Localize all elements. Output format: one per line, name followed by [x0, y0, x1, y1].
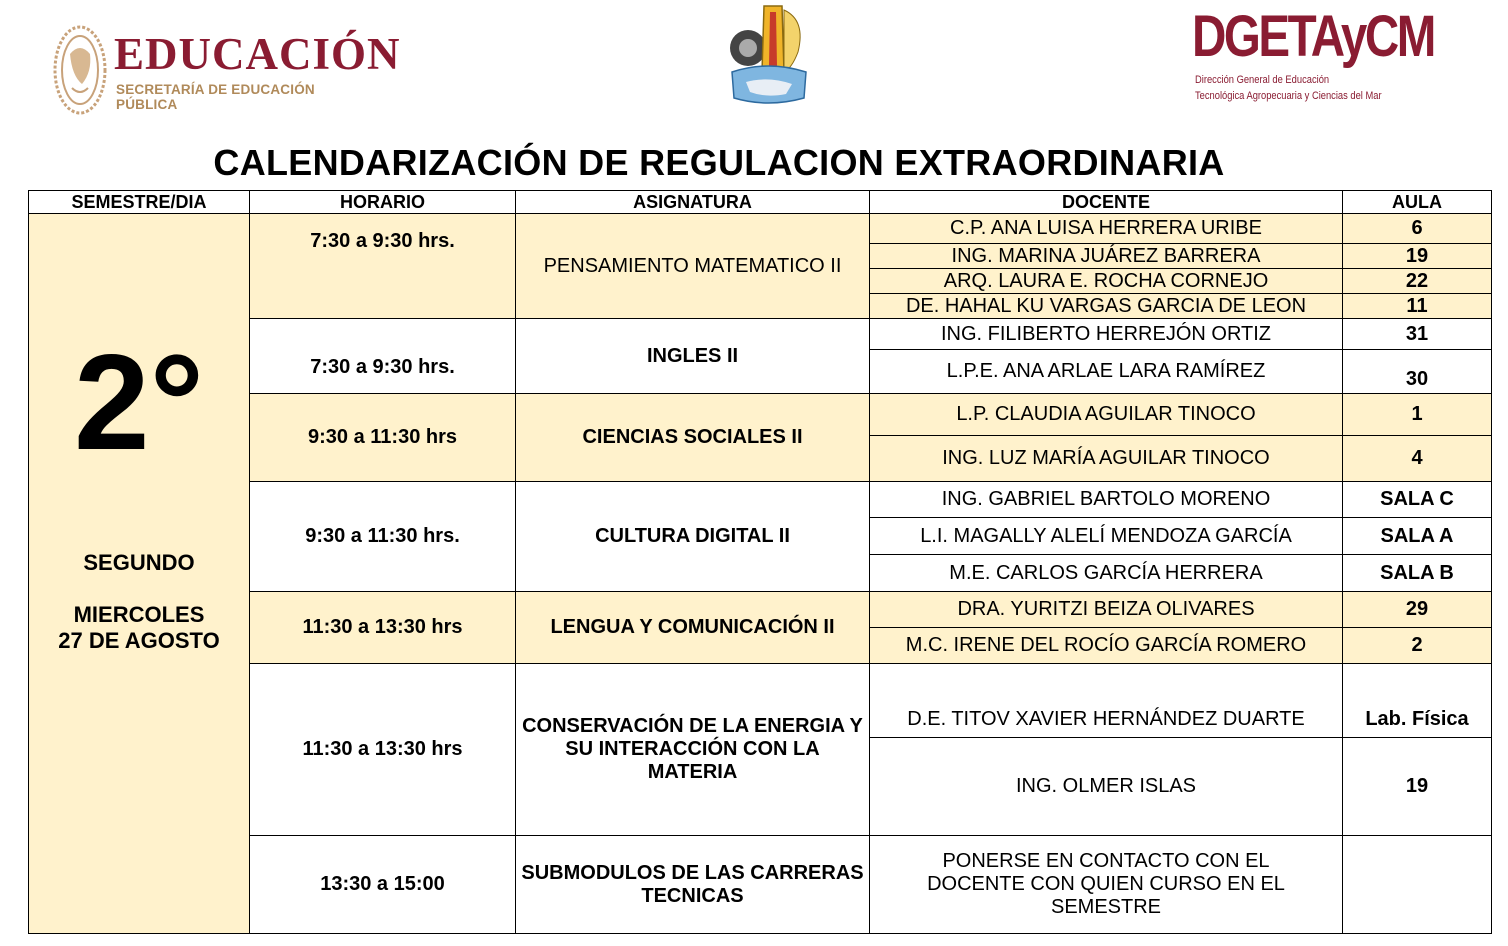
docente-cell: DE. HAHAL KU VARGAS GARCIA DE LEON	[870, 294, 1343, 319]
asignatura-cell: PENSAMIENTO MATEMATICO II	[516, 214, 870, 319]
horario-cell: 9:30 a 11:30 hrs	[250, 394, 516, 482]
docente-cell: ING. FILIBERTO HERREJÓN ORTIZ	[870, 319, 1343, 350]
dgetaycm-wordmark: DGETAyCM	[1192, 4, 1434, 69]
dgetaycm-subtitle-line2: Tecnológica Agropecuaria y Ciencias del Mar	[1195, 90, 1382, 102]
dgetaycm-subtitle-line1: Dirección General de Educación	[1195, 74, 1330, 86]
educacion-logo	[26, 12, 401, 112]
aula-cell: Lab. Física	[1343, 664, 1492, 738]
docente-cell: L.P. CLAUDIA AGUILAR TINOCO	[870, 394, 1343, 436]
docente-cell: M.C. IRENE DEL ROCÍO GARCÍA ROMERO	[870, 628, 1343, 664]
schedule-table	[28, 190, 1492, 934]
asignatura-cell: INGLES II	[516, 319, 870, 394]
aula-cell: 19	[1343, 244, 1492, 269]
aula-cell: SALA A	[1343, 518, 1492, 555]
page-title: CALENDARIZACIÓN DE REGULACION EXTRAORDINARIA	[213, 142, 1225, 183]
docente-cell: ARQ. LAURA E. ROCHA CORNEJO	[870, 269, 1343, 294]
aula-cell: 31	[1343, 319, 1492, 350]
horario-cell: 13:30 a 15:00	[250, 836, 516, 934]
semester-date-text: 27 DE AGOSTO	[58, 628, 220, 654]
horario-cell: 7:30 a 9:30 hrs.	[250, 214, 516, 319]
docente-cell: PONERSE EN CONTACTO CON EL DOCENTE CON QUIEN CURSO EN EL SEMESTRE	[870, 836, 1343, 934]
docente-cell: D.E. TITOV XAVIER HERNÁNDEZ DUARTE	[870, 664, 1343, 738]
aula-cell	[1343, 836, 1492, 934]
header-horario: HORARIO	[250, 191, 516, 214]
docente-cell: ING. OLMER ISLAS	[870, 738, 1343, 836]
aula-cell: SALA C	[1343, 482, 1492, 518]
docente-cell: L.I. MAGALLY ALELÍ MENDOZA GARCÍA	[870, 518, 1343, 555]
aula-cell: SALA B	[1343, 555, 1492, 592]
mexico-seal-icon	[52, 24, 108, 116]
asignatura-cell: CONSERVACIÓN DE LA ENERGIA Y SU INTERACCIÓN CON LA MATERIA	[516, 664, 870, 836]
asignatura-cell: LENGUA Y COMUNICACIÓN II	[516, 592, 870, 664]
docente-cell: M.E. CARLOS GARCÍA HERRERA	[870, 555, 1343, 592]
semester-day: MIERCOLES	[73, 602, 205, 627]
semester-number: 2°	[73, 326, 205, 478]
sep-subtitle: SECRETARÍA DE EDUCACIÓN PÚBLICA	[116, 82, 315, 112]
aula-cell: 29	[1343, 592, 1492, 628]
aula-cell: 30	[1343, 350, 1492, 394]
aula-cell: 11	[1343, 294, 1492, 319]
asignatura-cell: CULTURA DIGITAL II	[516, 482, 870, 592]
docente-cell: ING. LUZ MARÍA AGUILAR TINOCO	[870, 436, 1343, 482]
header-aula: AULA	[1343, 191, 1492, 214]
table-row	[29, 214, 1492, 244]
horario-cell: 9:30 a 11:30 hrs.	[250, 482, 516, 592]
aula-cell: 22	[1343, 269, 1492, 294]
header-semestre: SEMESTRE/DIA	[29, 191, 250, 214]
educacion-wordmark: EDUCACIÓN	[114, 29, 401, 79]
table-header-row	[29, 191, 1492, 214]
asignatura-cell: SUBMODULOS DE LAS CARRERAS TECNICAS	[516, 836, 870, 934]
header-docente: DOCENTE	[870, 191, 1343, 214]
docente-cell: ING. MARINA JUÁREZ BARRERA	[870, 244, 1343, 269]
aula-cell: 2	[1343, 628, 1492, 664]
header-asignatura: ASIGNATURA	[516, 191, 870, 214]
semester-date	[29, 602, 249, 655]
docente-cell: DRA. YURITZI BEIZA OLIVARES	[870, 592, 1343, 628]
aula-cell: 6	[1343, 214, 1492, 244]
aula-cell: 4	[1343, 436, 1492, 482]
asignatura-cell: CIENCIAS SOCIALES II	[516, 394, 870, 482]
horario-cell: 7:30 a 9:30 hrs.	[250, 319, 516, 394]
docente-cell: L.P.E. ANA ARLAE LARA RAMÍREZ	[870, 350, 1343, 394]
aula-cell: 19	[1343, 738, 1492, 836]
horario-cell: 11:30 a 13:30 hrs	[250, 592, 516, 664]
docente-cell: ING. GABRIEL BARTOLO MORENO	[870, 482, 1343, 518]
horario-cell: 11:30 a 13:30 hrs	[250, 664, 516, 836]
aula-cell: 1	[1343, 394, 1492, 436]
semester-cell	[29, 214, 250, 934]
school-emblem-icon	[726, 2, 810, 106]
docente-cell: C.P. ANA LUISA HERRERA URIBE	[870, 214, 1343, 244]
dgetaycm-logo	[1192, 4, 1434, 108]
semester-name: SEGUNDO	[83, 550, 195, 575]
